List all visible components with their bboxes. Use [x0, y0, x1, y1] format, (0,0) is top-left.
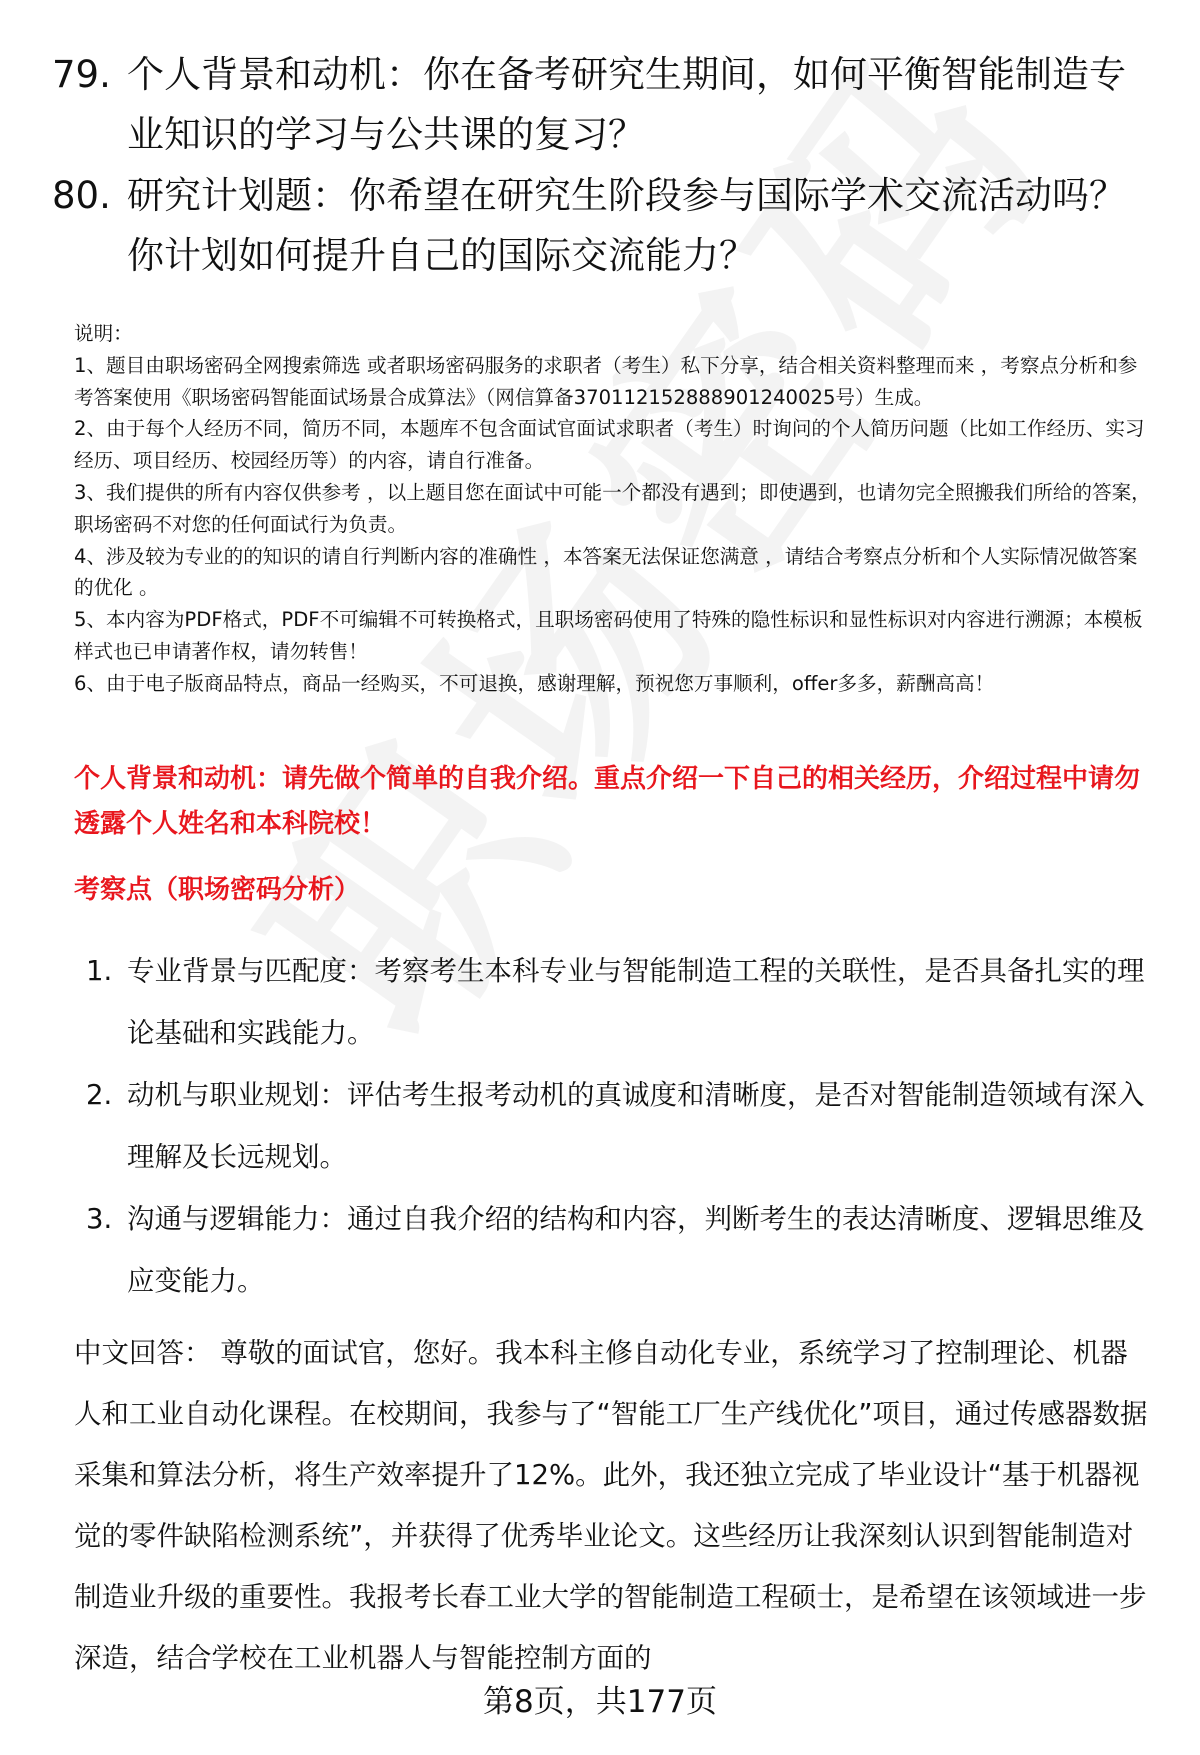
notes-section: [74, 318, 1154, 700]
notes-heading: 说明：: [74, 322, 133, 345]
answer-text: 中文回答： 尊敬的面试官，您好。我本科主修自动化专业，系统学习了控制理论、机器人和工业自动化课程。在校期间，我参与了“智能工厂生产线优化”项目，通过传感器数据采集和算法分析，将生产效率提升了12%。此外，我还独立完成了毕业设计“基于机器视觉的零件缺陷检测系统”，并获得了优秀毕业论文。这些经历让我深刻认识到智能制造对制造业升级的重要性。我报考长春工业大学的智能制造工程硕士，是希望在该领域进一步深造，结合学校在工业机器人与智能控制方面的: [74, 1337, 1148, 1674]
point-number: 1.: [86, 955, 113, 987]
question-text: 个人背景和动机：你在备考研究生期间，如何平衡智能制造专业知识的学习与公共课的复习？: [127, 53, 1126, 156]
note-item: 3、我们提供的所有内容仅供参考 ，以上题目您在面试中可能一个都没有遇到；即使遇到，也请勿完全照搬我们所给的答案，职场密码不对您的任何面试行为负责。: [74, 480, 1151, 536]
point-text: 沟通与逻辑能力：通过自我介绍的结构和内容，判断考生的表达清晰度、逻辑思维及应变能力。: [127, 1203, 1145, 1297]
question-80: [52, 166, 1147, 286]
question-number: 79.: [52, 53, 111, 96]
note-item: 6、由于电子版商品特点，商品一经购买，不可退换，感谢理解，预祝您万事顺利，offer多多，薪酬高高！: [74, 671, 995, 695]
page-footer: 第8页，共177页: [483, 1684, 717, 1720]
current-question: 个人背景和动机：请先做个简单的自我介绍。重点介绍一下自己的相关经历，介绍过程中请勿透露个人姓名和本科院校！: [74, 764, 1141, 839]
question-text: 研究计划题：你希望在研究生阶段参与国际学术交流活动吗？你计划如何提升自己的国际交流能力？: [127, 174, 1126, 277]
list-item: [86, 940, 1156, 1064]
point-text: 动机与职业规划：评估考生报考动机的真诚度和清晰度，是否对智能制造领域有深入理解及长远规划。: [127, 1079, 1145, 1173]
list-item: [86, 1064, 1156, 1188]
point-number: 3.: [86, 1203, 113, 1235]
note-item: 1、题目由职场密码全网搜索筛选 或者职场密码服务的求职者（考生）私下分享，结合相关资料整理而来 ，考察点分析和参考答案使用《职场密码智能面试场景合成算法》（网信算备370112152888901240025号）生成。: [74, 353, 1138, 409]
list-item: [86, 1188, 1156, 1312]
note-item: 2、由于每个人经历不同，简历不同，本题库不包含面试官面试求职者（考生）时询问的个人简历问题（比如工作经历、实习经历、项目经历、校园经历等）的内容，请自行准备。: [74, 417, 1145, 473]
note-item: 4、涉及较为专业的的知识的请自行判断内容的准确性 ，本答案无法保证您满意 ，请结合考察点分析和个人实际情况做答案的优化 。: [74, 544, 1138, 600]
analysis-heading: 考察点（职场密码分析）: [74, 875, 361, 905]
point-number: 2.: [86, 1079, 113, 1111]
question-79: [52, 45, 1147, 165]
question-number: 80.: [52, 174, 111, 217]
analysis-points: [86, 940, 1156, 1312]
note-item: 5、本内容为PDF格式，PDF不可编辑不可转换格式，且职场密码使用了特殊的隐性标识和显性标识对内容进行溯源；本模板样式也已申请著作权，请勿转售！: [74, 608, 1143, 663]
point-text: 专业背景与匹配度：考察考生本科专业与智能制造工程的关联性，是否具备扎实的理论基础和实践能力。: [127, 955, 1145, 1049]
